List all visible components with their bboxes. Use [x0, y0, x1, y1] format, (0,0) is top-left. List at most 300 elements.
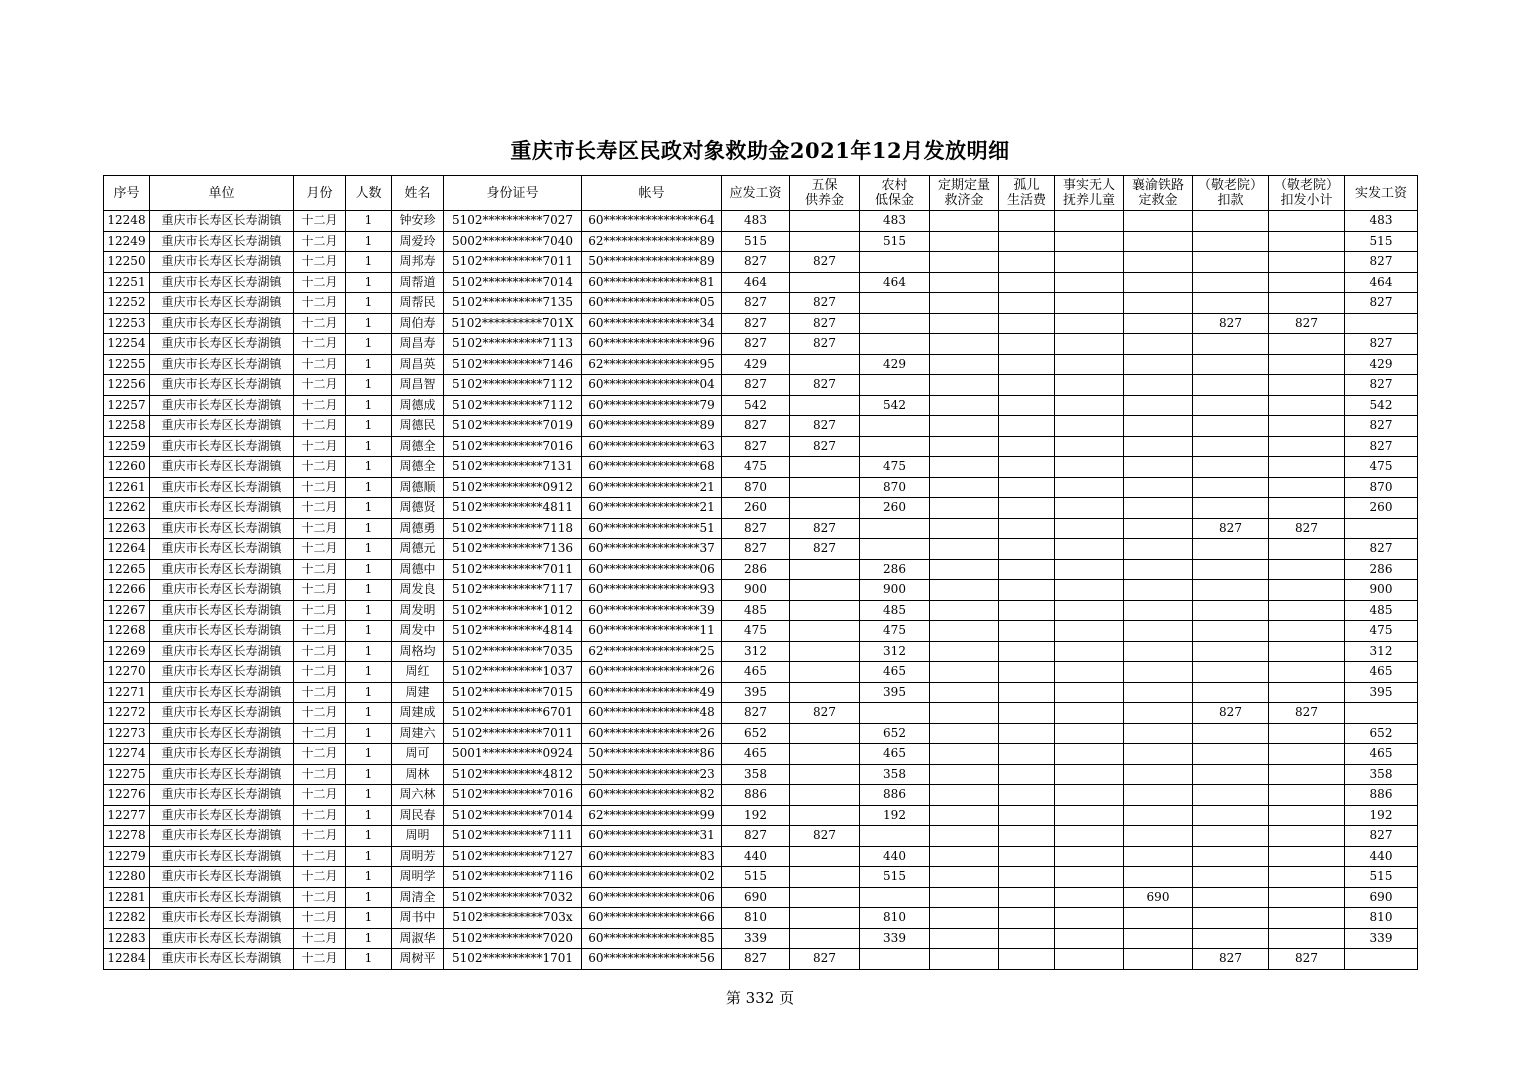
table-cell: 358 — [860, 764, 930, 785]
table-cell: 十二月 — [294, 436, 346, 457]
table-cell: 十二月 — [294, 805, 346, 826]
table-cell — [930, 887, 999, 908]
table-cell: 重庆市长寿区长寿湖镇 — [150, 518, 294, 539]
table-cell: 重庆市长寿区长寿湖镇 — [150, 785, 294, 806]
table-cell — [1055, 662, 1124, 683]
table-cell: 十二月 — [294, 641, 346, 662]
table-cell — [1055, 293, 1124, 314]
table-row — [104, 395, 1418, 416]
table-cell: 60****************56 — [582, 949, 722, 970]
table-cell — [1193, 826, 1269, 847]
table-cell: 827 — [790, 703, 860, 724]
table-cell: 重庆市长寿区长寿湖镇 — [150, 949, 294, 970]
table-cell — [790, 641, 860, 662]
table-row — [104, 334, 1418, 355]
table-cell — [999, 313, 1055, 334]
column-header-label: 姓名 — [404, 185, 431, 201]
table-cell: 827 — [1269, 518, 1345, 539]
table-cell: 12255 — [104, 354, 150, 375]
table-cell — [1124, 293, 1193, 314]
table-cell: 12250 — [104, 252, 150, 273]
table-cell — [930, 846, 999, 867]
table-cell — [1269, 252, 1345, 273]
table-cell: 周昌智 — [392, 375, 444, 396]
table-cell: 周爱玲 — [392, 231, 444, 252]
table-cell: 周帮道 — [392, 272, 444, 293]
table-cell: 周发良 — [392, 580, 444, 601]
table-cell — [930, 231, 999, 252]
table-cell: 12263 — [104, 518, 150, 539]
table-cell: 5102**********4812 — [444, 764, 582, 785]
table-cell — [1193, 887, 1269, 908]
table-cell: 900 — [1345, 580, 1418, 601]
table-cell: 1 — [346, 723, 392, 744]
table-cell: 周书中 — [392, 908, 444, 929]
table-cell — [930, 805, 999, 826]
table-cell: 12278 — [104, 826, 150, 847]
table-cell: 重庆市长寿区长寿湖镇 — [150, 293, 294, 314]
table-cell: 827 — [790, 375, 860, 396]
table-cell — [1124, 354, 1193, 375]
table-row — [104, 559, 1418, 580]
table-cell: 周伯寿 — [392, 313, 444, 334]
table-cell — [930, 334, 999, 355]
table-cell — [1193, 559, 1269, 580]
table-cell — [999, 518, 1055, 539]
table-row — [104, 231, 1418, 252]
table-cell: 12267 — [104, 600, 150, 621]
table-cell: 827 — [1193, 313, 1269, 334]
table-cell: 60****************49 — [582, 682, 722, 703]
table-cell: 1 — [346, 662, 392, 683]
table-cell: 周德中 — [392, 559, 444, 580]
table-cell: 5002**********7040 — [444, 231, 582, 252]
table-cell: 重庆市长寿区长寿湖镇 — [150, 313, 294, 334]
table-cell: 827 — [1345, 436, 1418, 457]
table-cell — [1124, 436, 1193, 457]
table-row — [104, 272, 1418, 293]
table-cell: 12284 — [104, 949, 150, 970]
table-cell: 827 — [1269, 949, 1345, 970]
table-cell: 12258 — [104, 416, 150, 437]
table-cell: 827 — [790, 293, 860, 314]
table-cell — [999, 846, 1055, 867]
table-cell: 重庆市长寿区长寿湖镇 — [150, 375, 294, 396]
table-cell — [930, 375, 999, 396]
table-cell: 5001**********0924 — [444, 744, 582, 765]
table-cell — [1124, 416, 1193, 437]
table-cell: 十二月 — [294, 846, 346, 867]
table-cell: 60****************48 — [582, 703, 722, 724]
table-cell — [1193, 375, 1269, 396]
table-cell: 5102**********1037 — [444, 662, 582, 683]
table-cell — [1269, 785, 1345, 806]
table-cell: 5102**********7014 — [444, 272, 582, 293]
table-cell — [1193, 457, 1269, 478]
column-header-sublabel: 低保金 — [874, 193, 914, 208]
table-cell — [1124, 928, 1193, 949]
table-cell — [1055, 457, 1124, 478]
table-cell: 827 — [790, 436, 860, 457]
table-row — [104, 580, 1418, 601]
table-cell — [1055, 723, 1124, 744]
table-cell — [1055, 580, 1124, 601]
table-cell: 827 — [790, 313, 860, 334]
table-cell — [1124, 908, 1193, 929]
table-cell — [999, 334, 1055, 355]
table-cell: 50****************86 — [582, 744, 722, 765]
table-cell — [1193, 928, 1269, 949]
table-cell: 周昌寿 — [392, 334, 444, 355]
table-cell: 5102**********7015 — [444, 682, 582, 703]
column-header — [104, 176, 150, 211]
table-cell: 周六林 — [392, 785, 444, 806]
table-cell — [1193, 682, 1269, 703]
table-cell — [1269, 682, 1345, 703]
column-header-label: 人数 — [355, 185, 382, 201]
table-cell — [930, 559, 999, 580]
table-cell — [860, 293, 930, 314]
table-cell: 485 — [860, 600, 930, 621]
table-cell: 60****************82 — [582, 785, 722, 806]
table-cell — [1269, 416, 1345, 437]
table-cell — [1193, 805, 1269, 826]
table-cell — [999, 498, 1055, 519]
column-header — [999, 176, 1055, 211]
table-row — [104, 703, 1418, 724]
table-cell: 12251 — [104, 272, 150, 293]
table-cell — [1269, 826, 1345, 847]
table-cell — [999, 928, 1055, 949]
table-cell: 465 — [860, 662, 930, 683]
table-cell: 1 — [346, 764, 392, 785]
table-cell — [1124, 395, 1193, 416]
table-cell — [790, 272, 860, 293]
table-cell: 12270 — [104, 662, 150, 683]
table-cell — [1345, 313, 1418, 334]
table-cell — [930, 580, 999, 601]
table-cell — [1124, 785, 1193, 806]
table-cell: 12282 — [104, 908, 150, 929]
table-cell — [790, 559, 860, 580]
table-cell — [1124, 334, 1193, 355]
table-cell — [999, 600, 1055, 621]
table-cell: 重庆市长寿区长寿湖镇 — [150, 744, 294, 765]
table-cell: 1 — [346, 457, 392, 478]
table-cell: 5102**********7014 — [444, 805, 582, 826]
table-cell: 429 — [860, 354, 930, 375]
table-cell — [1124, 949, 1193, 970]
table-cell: 5102**********7032 — [444, 887, 582, 908]
table-row — [104, 354, 1418, 375]
table-cell: 542 — [860, 395, 930, 416]
table-cell: 十二月 — [294, 785, 346, 806]
table-cell: 重庆市长寿区长寿湖镇 — [150, 867, 294, 888]
table-cell: 1 — [346, 436, 392, 457]
table-cell: 827 — [1345, 416, 1418, 437]
table-cell: 5102**********7146 — [444, 354, 582, 375]
table-cell: 周建六 — [392, 723, 444, 744]
column-header — [444, 176, 582, 211]
table-cell: 827 — [722, 252, 790, 273]
table-cell: 358 — [1345, 764, 1418, 785]
table-cell: 1 — [346, 908, 392, 929]
table-row — [104, 539, 1418, 560]
table-cell: 1 — [346, 703, 392, 724]
table-cell: 重庆市长寿区长寿湖镇 — [150, 908, 294, 929]
table-cell — [930, 272, 999, 293]
table-cell: 50****************23 — [582, 764, 722, 785]
table-row — [104, 436, 1418, 457]
table-cell — [1193, 231, 1269, 252]
table-cell — [930, 641, 999, 662]
table-cell: 465 — [722, 662, 790, 683]
table-cell: 重庆市长寿区长寿湖镇 — [150, 764, 294, 785]
table-cell — [999, 621, 1055, 642]
column-header-sublabel: 扣发小计 — [1280, 193, 1333, 208]
table-cell — [1055, 416, 1124, 437]
column-header-sublabel: 定救金 — [1138, 193, 1178, 208]
table-cell — [1193, 846, 1269, 867]
table-cell: 542 — [1345, 395, 1418, 416]
table-cell: 5102**********7127 — [444, 846, 582, 867]
column-header-sublabel: 救济金 — [944, 193, 984, 208]
table-cell: 827 — [722, 949, 790, 970]
table-cell — [1193, 293, 1269, 314]
table-cell: 485 — [1345, 600, 1418, 621]
table-cell: 60****************51 — [582, 518, 722, 539]
table-cell: 429 — [1345, 354, 1418, 375]
table-cell: 重庆市长寿区长寿湖镇 — [150, 559, 294, 580]
table-cell: 重庆市长寿区长寿湖镇 — [150, 354, 294, 375]
table-cell: 827 — [790, 539, 860, 560]
table-cell: 十二月 — [294, 764, 346, 785]
table-cell: 十二月 — [294, 682, 346, 703]
table-cell: 12271 — [104, 682, 150, 703]
column-header — [1269, 176, 1345, 211]
table-cell: 827 — [1345, 252, 1418, 273]
table-cell: 870 — [1345, 477, 1418, 498]
table-cell: 60****************39 — [582, 600, 722, 621]
table-cell — [1193, 580, 1269, 601]
column-header — [294, 176, 346, 211]
table-cell: 1 — [346, 600, 392, 621]
table-cell — [999, 457, 1055, 478]
document-title: 重庆市长寿区民政对象救助金2021年12月发放明细 — [510, 138, 1010, 163]
table-cell — [1269, 867, 1345, 888]
table-cell — [1269, 334, 1345, 355]
table-cell: 900 — [722, 580, 790, 601]
table-row — [104, 416, 1418, 437]
table-cell — [999, 293, 1055, 314]
table-cell: 1 — [346, 354, 392, 375]
table-cell: 60****************79 — [582, 395, 722, 416]
table-row — [104, 457, 1418, 478]
table-cell — [1055, 887, 1124, 908]
table-cell: 5102**********7011 — [444, 252, 582, 273]
table-cell — [1345, 703, 1418, 724]
table-cell: 5102**********7016 — [444, 785, 582, 806]
table-cell — [1124, 682, 1193, 703]
table-cell — [1055, 518, 1124, 539]
table-cell: 5102**********7135 — [444, 293, 582, 314]
table-cell — [999, 908, 1055, 929]
table-cell: 60****************85 — [582, 928, 722, 949]
table-cell — [999, 580, 1055, 601]
table-cell — [1269, 600, 1345, 621]
table-cell — [1269, 559, 1345, 580]
table-cell: 483 — [860, 211, 930, 232]
table-cell: 827 — [722, 703, 790, 724]
table-cell — [1269, 498, 1345, 519]
table-cell: 周明 — [392, 826, 444, 847]
table-cell — [1269, 457, 1345, 478]
column-header-label: 身份证号 — [486, 185, 539, 201]
table-cell — [999, 744, 1055, 765]
table-cell — [930, 908, 999, 929]
table-cell — [790, 354, 860, 375]
table-cell: 395 — [860, 682, 930, 703]
table-cell: 周德贤 — [392, 498, 444, 519]
table-cell: 515 — [722, 231, 790, 252]
table-cell: 475 — [860, 621, 930, 642]
table-cell: 周德元 — [392, 539, 444, 560]
table-cell — [930, 682, 999, 703]
table-cell — [930, 395, 999, 416]
table-cell — [999, 826, 1055, 847]
table-cell — [1055, 641, 1124, 662]
table-cell: 62****************99 — [582, 805, 722, 826]
column-header — [1193, 176, 1269, 211]
table-cell: 542 — [722, 395, 790, 416]
table-row — [104, 949, 1418, 970]
table-cell — [1124, 580, 1193, 601]
table-cell — [790, 744, 860, 765]
table-cell: 12264 — [104, 539, 150, 560]
table-cell — [1055, 211, 1124, 232]
table-cell: 827 — [1345, 539, 1418, 560]
table-cell: 重庆市长寿区长寿湖镇 — [150, 662, 294, 683]
table-cell: 827 — [1345, 334, 1418, 355]
table-cell — [1124, 559, 1193, 580]
table-cell — [1124, 805, 1193, 826]
table-cell: 十二月 — [294, 211, 346, 232]
table-cell: 周发中 — [392, 621, 444, 642]
table-cell: 60****************26 — [582, 662, 722, 683]
table-cell — [999, 785, 1055, 806]
table-cell: 十二月 — [294, 580, 346, 601]
column-header-label: 单位 — [208, 185, 235, 201]
table-cell — [930, 723, 999, 744]
table-cell — [1269, 723, 1345, 744]
table-cell: 十二月 — [294, 395, 346, 416]
table-cell — [1055, 928, 1124, 949]
table-cell — [860, 375, 930, 396]
table-cell: 十二月 — [294, 231, 346, 252]
table-cell — [999, 252, 1055, 273]
table-cell: 1 — [346, 682, 392, 703]
table-cell: 5102**********4814 — [444, 621, 582, 642]
table-cell: 12265 — [104, 559, 150, 580]
table-row — [104, 621, 1418, 642]
table-cell — [1055, 539, 1124, 560]
table-cell — [1269, 805, 1345, 826]
table-cell: 十二月 — [294, 908, 346, 929]
table-cell — [1269, 621, 1345, 642]
table-cell — [1193, 641, 1269, 662]
table-cell: 60****************06 — [582, 559, 722, 580]
table-cell: 827 — [1269, 313, 1345, 334]
table-cell — [1193, 539, 1269, 560]
table-cell: 十二月 — [294, 252, 346, 273]
table-cell: 339 — [860, 928, 930, 949]
table-cell: 60****************89 — [582, 416, 722, 437]
table-cell: 十二月 — [294, 744, 346, 765]
table-cell: 810 — [860, 908, 930, 929]
table-cell — [930, 457, 999, 478]
table-cell — [930, 744, 999, 765]
table-cell: 重庆市长寿区长寿湖镇 — [150, 723, 294, 744]
table-cell — [930, 252, 999, 273]
table-cell — [1193, 477, 1269, 498]
table-cell: 827 — [1345, 375, 1418, 396]
table-cell: 十二月 — [294, 887, 346, 908]
table-cell — [1269, 436, 1345, 457]
table-cell: 12281 — [104, 887, 150, 908]
table-cell — [999, 477, 1055, 498]
table-cell — [1193, 334, 1269, 355]
table-cell: 827 — [722, 539, 790, 560]
table-cell — [860, 252, 930, 273]
table-cell: 12249 — [104, 231, 150, 252]
table-cell — [1193, 211, 1269, 232]
table-cell: 395 — [722, 682, 790, 703]
table-cell: 827 — [790, 949, 860, 970]
table-cell: 12269 — [104, 641, 150, 662]
table-cell — [790, 908, 860, 929]
table-cell: 12266 — [104, 580, 150, 601]
table-cell — [1055, 682, 1124, 703]
table-cell — [999, 231, 1055, 252]
table-cell: 1 — [346, 293, 392, 314]
table-cell: 12248 — [104, 211, 150, 232]
column-header — [392, 176, 444, 211]
table-cell — [930, 436, 999, 457]
table-cell: 周建成 — [392, 703, 444, 724]
table-cell — [930, 949, 999, 970]
table-cell — [1055, 826, 1124, 847]
table-cell: 十二月 — [294, 416, 346, 437]
table-cell: 十二月 — [294, 826, 346, 847]
table-cell — [1055, 334, 1124, 355]
table-cell — [999, 641, 1055, 662]
table-cell: 827 — [722, 416, 790, 437]
table-cell — [1124, 846, 1193, 867]
table-body — [104, 211, 1418, 970]
table-cell: 475 — [722, 457, 790, 478]
table-cell: 827 — [722, 518, 790, 539]
table-row — [104, 826, 1418, 847]
table-cell — [1269, 744, 1345, 765]
table-cell — [790, 723, 860, 744]
table-cell — [930, 477, 999, 498]
table-cell — [1345, 949, 1418, 970]
table-cell: 重庆市长寿区长寿湖镇 — [150, 539, 294, 560]
table-cell: 十二月 — [294, 498, 346, 519]
table-cell: 60****************04 — [582, 375, 722, 396]
table-cell: 十二月 — [294, 313, 346, 334]
table-cell: 十二月 — [294, 723, 346, 744]
